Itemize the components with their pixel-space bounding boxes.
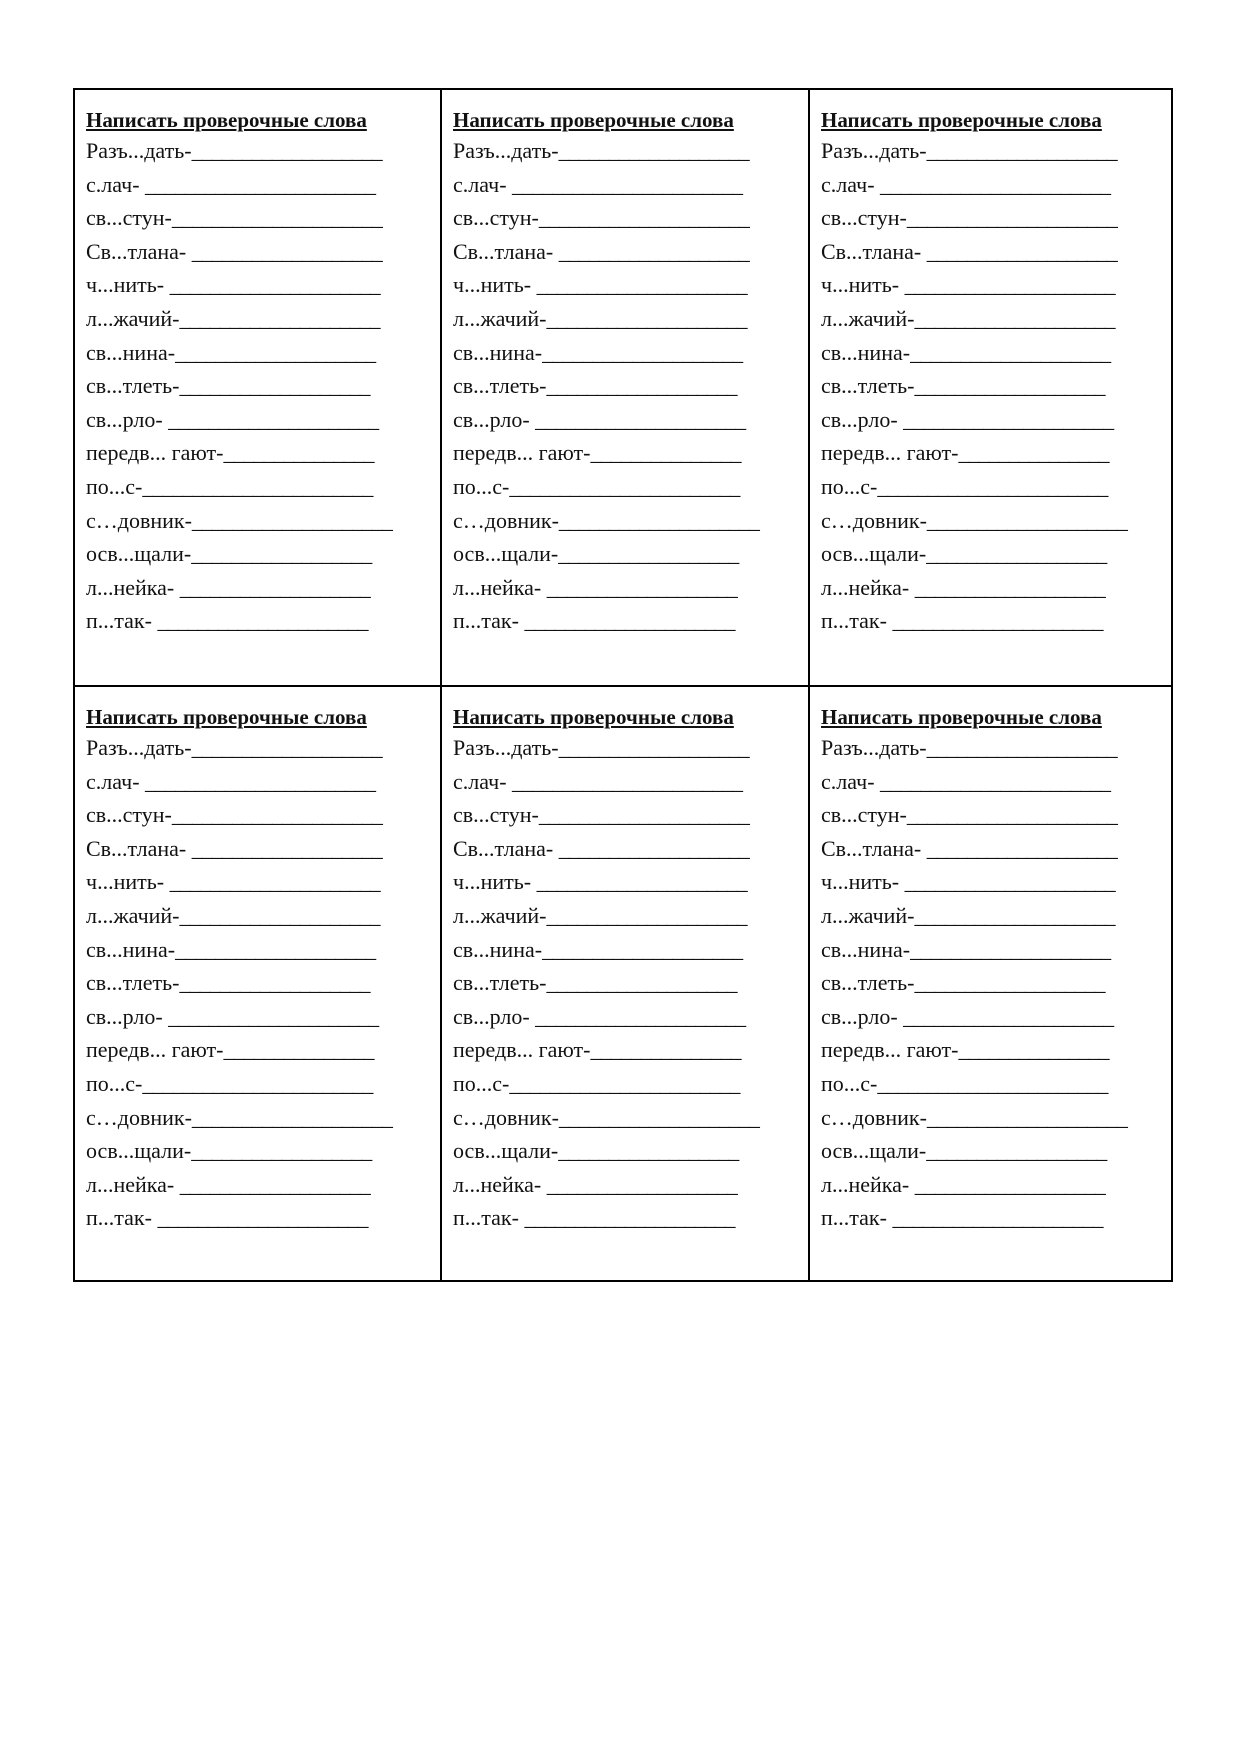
- answer-blank: ___________________: [546, 1171, 737, 1197]
- exercise-row: [821, 798, 1171, 832]
- exercise-row: [453, 1067, 808, 1101]
- exercise-word: по...с-: [453, 1070, 510, 1096]
- exercise-word: л...жачий-: [453, 305, 547, 331]
- answer-blank: _______________________: [509, 1070, 740, 1096]
- exercise-row: [86, 604, 440, 638]
- exercise-word: л...нейка-: [453, 574, 547, 600]
- exercise-row: [86, 966, 440, 1000]
- exercise-word: с…довник-: [453, 507, 559, 533]
- exercise-word: по...с-: [821, 473, 878, 499]
- answer-blank: _____________________: [906, 205, 1117, 231]
- exercise-word: л...жачий-: [86, 902, 180, 928]
- exercise-word: св...тлеть-: [86, 373, 180, 399]
- exercise-word: п...так-: [86, 1205, 158, 1231]
- answer-blank: __________________: [926, 541, 1107, 567]
- answer-blank: ___________________: [914, 970, 1105, 996]
- exercise-word: передв... гают-: [86, 1037, 224, 1063]
- exercise-row: [453, 966, 808, 1000]
- answer-blank: _____________________: [168, 406, 379, 432]
- answer-blank: _____________________: [168, 1003, 379, 1029]
- answer-blank: ____________________: [914, 305, 1115, 331]
- exercise-word: св...нина-: [86, 339, 176, 365]
- exercise-row: [86, 1134, 440, 1168]
- answer-blank: ____________________: [191, 507, 392, 533]
- exercise-word: св...нина-: [821, 936, 911, 962]
- answer-blank: _____________________: [904, 272, 1115, 298]
- exercise-row: [453, 168, 808, 202]
- exercise-row: [86, 336, 440, 370]
- answer-blank: ___________________: [926, 835, 1117, 861]
- answer-blank: _____________________: [535, 406, 746, 432]
- exercise-row: [821, 1168, 1171, 1202]
- exercise-row: [86, 1033, 440, 1067]
- exercise-word: ч...нить-: [86, 272, 170, 298]
- answer-blank: _____________________: [903, 406, 1114, 432]
- exercise-word: осв...щали-: [86, 1138, 192, 1164]
- exercise-word: св...тлеть-: [453, 970, 547, 996]
- exercise-word: осв...щали-: [821, 1138, 927, 1164]
- worksheet-card: [810, 90, 1171, 687]
- exercise-word: св...рло-: [86, 406, 169, 432]
- exercise-row: [453, 436, 808, 470]
- exercise-row: [821, 899, 1171, 933]
- answer-blank: _______________________: [877, 1070, 1108, 1096]
- exercise-row: [821, 537, 1171, 571]
- exercise-word: Св...тлана-: [86, 238, 192, 264]
- card-title: Написать проверочные слова: [453, 108, 734, 132]
- answer-blank: ____________________: [558, 1104, 759, 1130]
- exercise-row: [453, 832, 808, 866]
- exercise-word: осв...щали-: [821, 541, 927, 567]
- answer-blank: _____________________: [892, 1205, 1103, 1231]
- exercise-row: [821, 470, 1171, 504]
- answer-blank: ___________________: [914, 373, 1105, 399]
- exercise-row: [453, 1201, 808, 1235]
- exercise-row: [453, 765, 808, 799]
- exercise-word: св...стун-: [86, 802, 172, 828]
- exercise-word: Св...тлана-: [453, 238, 559, 264]
- answer-blank: _____________________: [536, 869, 747, 895]
- exercise-word: осв...щали-: [86, 541, 192, 567]
- exercise-word: св...стун-: [821, 205, 907, 231]
- exercise-row: [86, 899, 440, 933]
- exercise-row: [453, 470, 808, 504]
- exercise-row: [821, 235, 1171, 269]
- exercise-row: [821, 369, 1171, 403]
- exercise-word: с.лач-: [86, 171, 146, 197]
- exercise-word: п...так-: [821, 1205, 893, 1231]
- answer-blank: _____________________: [157, 608, 368, 634]
- exercise-row: [453, 1134, 808, 1168]
- exercise-row: [821, 1201, 1171, 1235]
- answer-blank: __________________: [926, 1138, 1107, 1164]
- exercise-word: с.лач-: [453, 171, 513, 197]
- answer-blank: ____________________: [542, 936, 743, 962]
- answer-blank: ___________________: [558, 238, 749, 264]
- exercise-row: [453, 201, 808, 235]
- exercise-word: Разъ...дать-: [821, 138, 927, 163]
- answer-blank: ___________________: [191, 735, 382, 760]
- exercise-word: Св...тлана-: [821, 835, 927, 861]
- answer-blank: _______________________: [509, 473, 740, 499]
- exercise-word: Разъ...дать-: [453, 138, 559, 163]
- answer-blank: _______________: [958, 1037, 1109, 1063]
- exercise-word: п...так-: [453, 608, 525, 634]
- exercise-word: по...с-: [86, 473, 143, 499]
- exercise-row: [821, 865, 1171, 899]
- answer-blank: ___________________: [558, 835, 749, 861]
- exercise-word: л...жачий-: [821, 902, 915, 928]
- answer-blank: _____________________: [538, 205, 749, 231]
- exercise-row: [86, 933, 440, 967]
- exercise-row: [453, 933, 808, 967]
- exercise-row: [453, 235, 808, 269]
- exercise-row: [86, 537, 440, 571]
- exercise-word: л...жачий-: [821, 305, 915, 331]
- exercise-row: [86, 765, 440, 799]
- answer-blank: _______________________: [145, 768, 376, 794]
- worksheet-card: [75, 687, 442, 1280]
- answer-blank: _______________: [223, 1037, 374, 1063]
- exercise-word: п...так-: [453, 1205, 525, 1231]
- exercise-word: по...с-: [453, 473, 510, 499]
- answer-blank: _____________________: [536, 272, 747, 298]
- exercise-row: [821, 302, 1171, 336]
- exercise-row: [821, 1067, 1171, 1101]
- exercise-row: [86, 798, 440, 832]
- exercise-word: св...рло-: [86, 1003, 169, 1029]
- answer-blank: _______________________: [880, 171, 1111, 197]
- answer-blank: ____________________: [910, 936, 1111, 962]
- worksheet-card: [442, 687, 810, 1280]
- exercise-row: [821, 201, 1171, 235]
- exercise-row: [453, 1033, 808, 1067]
- exercise-word: л...нейка-: [86, 574, 180, 600]
- exercise-row: [86, 268, 440, 302]
- answer-blank: __________________: [558, 541, 739, 567]
- exercise-row: [821, 504, 1171, 538]
- exercise-row: [453, 1168, 808, 1202]
- exercise-word: с.лач-: [86, 768, 146, 794]
- exercise-word: по...с-: [821, 1070, 878, 1096]
- answer-blank: ____________________: [910, 339, 1111, 365]
- exercise-word: л...нейка-: [453, 1171, 547, 1197]
- card-title: Написать проверочные слова: [453, 705, 734, 729]
- exercise-row: [86, 470, 440, 504]
- exercise-word: с…довник-: [86, 507, 192, 533]
- answer-blank: ____________________: [546, 902, 747, 928]
- exercise-row: [86, 1067, 440, 1101]
- answer-blank: ____________________: [914, 902, 1115, 928]
- answer-blank: ___________________: [179, 574, 370, 600]
- exercise-word: св...стун-: [86, 205, 172, 231]
- answer-blank: _______________: [223, 440, 374, 466]
- exercise-word: передв... гают-: [821, 1037, 959, 1063]
- exercise-word: св...тлеть-: [453, 373, 547, 399]
- answer-blank: _______________: [958, 440, 1109, 466]
- exercise-word: св...стун-: [453, 802, 539, 828]
- answer-blank: _____________________: [535, 1003, 746, 1029]
- exercise-row: [453, 865, 808, 899]
- exercise-row: [86, 1168, 440, 1202]
- answer-blank: ___________________: [191, 238, 382, 264]
- exercise-row: [86, 302, 440, 336]
- exercise-word: передв... гают-: [453, 1037, 591, 1063]
- exercise-word: св...рло-: [453, 1003, 536, 1029]
- answer-blank: ____________________: [542, 339, 743, 365]
- answer-blank: ___________________: [191, 138, 382, 163]
- exercise-word: передв... гают-: [453, 440, 591, 466]
- exercise-word: осв...щали-: [453, 541, 559, 567]
- exercise-word: ч...нить-: [821, 869, 905, 895]
- exercise-row: [453, 537, 808, 571]
- exercise-word: св...нина-: [86, 936, 176, 962]
- answer-blank: ____________________: [175, 936, 376, 962]
- answer-blank: _____________________: [524, 608, 735, 634]
- answer-blank: ____________________: [179, 902, 380, 928]
- exercise-word: п...так-: [821, 608, 893, 634]
- answer-blank: _______________________: [142, 1070, 373, 1096]
- worksheet-card: [810, 687, 1171, 1280]
- exercise-row: [821, 731, 1171, 765]
- exercise-word: св...нина-: [453, 936, 543, 962]
- exercise-word: св...тлеть-: [821, 970, 915, 996]
- exercise-row: [821, 933, 1171, 967]
- worksheet-table: [73, 88, 1173, 1282]
- exercise-word: по...с-: [86, 1070, 143, 1096]
- answer-blank: __________________: [191, 541, 372, 567]
- exercise-row: [86, 403, 440, 437]
- exercise-word: Св...тлана-: [86, 835, 192, 861]
- answer-blank: _______________________: [880, 768, 1111, 794]
- exercise-word: св...нина-: [453, 339, 543, 365]
- exercise-row: [453, 798, 808, 832]
- exercise-row: [821, 134, 1171, 168]
- answer-blank: ____________________: [926, 507, 1127, 533]
- exercise-row: [86, 832, 440, 866]
- exercise-word: св...тлеть-: [86, 970, 180, 996]
- exercise-row: [453, 899, 808, 933]
- exercise-row: [821, 336, 1171, 370]
- answer-blank: ____________________: [179, 305, 380, 331]
- answer-blank: _____________________: [169, 272, 380, 298]
- exercise-word: с.лач-: [821, 171, 881, 197]
- answer-blank: _______________________: [512, 171, 743, 197]
- exercise-word: св...рло-: [821, 406, 904, 432]
- answer-blank: _______________: [590, 1037, 741, 1063]
- answer-blank: ___________________: [926, 238, 1117, 264]
- answer-blank: ___________________: [546, 970, 737, 996]
- exercise-row: [821, 1134, 1171, 1168]
- exercise-word: Разъ...дать-: [86, 138, 192, 163]
- exercise-word: св...нина-: [821, 339, 911, 365]
- answer-blank: ___________________: [546, 373, 737, 399]
- exercise-row: [453, 302, 808, 336]
- answer-blank: _____________________: [904, 869, 1115, 895]
- exercise-word: с.лач-: [821, 768, 881, 794]
- answer-blank: ____________________: [191, 1104, 392, 1130]
- exercise-word: л...нейка-: [821, 574, 915, 600]
- exercise-word: л...жачий-: [453, 902, 547, 928]
- exercise-word: св...рло-: [821, 1003, 904, 1029]
- exercise-word: л...жачий-: [86, 305, 180, 331]
- answer-blank: ___________________: [558, 735, 749, 760]
- exercise-word: св...стун-: [821, 802, 907, 828]
- answer-blank: ____________________: [546, 305, 747, 331]
- exercise-row: [821, 168, 1171, 202]
- answer-blank: ___________________: [546, 574, 737, 600]
- answer-blank: _____________________: [524, 1205, 735, 1231]
- exercise-row: [453, 403, 808, 437]
- exercise-row: [86, 1101, 440, 1135]
- exercise-word: Разъ...дать-: [86, 735, 192, 760]
- exercise-row: [453, 336, 808, 370]
- answer-blank: __________________: [191, 1138, 372, 1164]
- answer-blank: ___________________: [179, 373, 370, 399]
- exercise-row: [821, 571, 1171, 605]
- exercise-row: [821, 403, 1171, 437]
- exercise-row: [821, 1000, 1171, 1034]
- exercise-row: [453, 604, 808, 638]
- answer-blank: ____________________: [926, 1104, 1127, 1130]
- card-title: Написать проверочные слова: [86, 108, 367, 132]
- answer-blank: ___________________: [914, 574, 1105, 600]
- answer-blank: _____________________: [169, 869, 380, 895]
- answer-blank: _____________________: [157, 1205, 368, 1231]
- exercise-row: [453, 1101, 808, 1135]
- answer-blank: ___________________: [914, 1171, 1105, 1197]
- answer-blank: _____________________: [892, 608, 1103, 634]
- answer-blank: _____________________: [171, 802, 382, 828]
- answer-blank: _____________________: [906, 802, 1117, 828]
- card-title: Написать проверочные слова: [821, 108, 1102, 132]
- exercise-row: [453, 1000, 808, 1034]
- exercise-word: с…довник-: [821, 507, 927, 533]
- answer-blank: ___________________: [926, 138, 1117, 163]
- exercise-row: [453, 731, 808, 765]
- answer-blank: ___________________: [179, 970, 370, 996]
- exercise-row: [453, 134, 808, 168]
- exercise-row: [86, 369, 440, 403]
- exercise-word: св...рло-: [453, 406, 536, 432]
- exercise-row: [86, 504, 440, 538]
- exercise-word: ч...нить-: [453, 272, 537, 298]
- answer-blank: _______________: [590, 440, 741, 466]
- exercise-word: Св...тлана-: [821, 238, 927, 264]
- answer-blank: _____________________: [903, 1003, 1114, 1029]
- answer-blank: _____________________: [171, 205, 382, 231]
- exercise-word: ч...нить-: [821, 272, 905, 298]
- answer-blank: _______________________: [142, 473, 373, 499]
- exercise-word: передв... гают-: [86, 440, 224, 466]
- exercise-row: [86, 571, 440, 605]
- answer-blank: _______________________: [512, 768, 743, 794]
- exercise-row: [453, 504, 808, 538]
- exercise-row: [821, 604, 1171, 638]
- exercise-row: [86, 134, 440, 168]
- exercise-word: п...так-: [86, 608, 158, 634]
- exercise-word: передв... гают-: [821, 440, 959, 466]
- answer-blank: _______________________: [877, 473, 1108, 499]
- exercise-word: Разъ...дать-: [821, 735, 927, 760]
- exercise-word: с…довник-: [86, 1104, 192, 1130]
- exercise-word: л...нейка-: [821, 1171, 915, 1197]
- exercise-row: [86, 865, 440, 899]
- exercise-row: [86, 168, 440, 202]
- answer-blank: __________________: [558, 1138, 739, 1164]
- exercise-row: [821, 1033, 1171, 1067]
- exercise-word: ч...нить-: [86, 869, 170, 895]
- answer-blank: _____________________: [538, 802, 749, 828]
- answer-blank: ____________________: [175, 339, 376, 365]
- exercise-row: [821, 1101, 1171, 1135]
- answer-blank: _______________________: [145, 171, 376, 197]
- exercise-row: [821, 268, 1171, 302]
- exercise-word: ч...нить-: [453, 869, 537, 895]
- answer-blank: ___________________: [926, 735, 1117, 760]
- exercise-row: [821, 765, 1171, 799]
- exercise-word: с.лач-: [453, 768, 513, 794]
- answer-blank: ___________________: [179, 1171, 370, 1197]
- exercise-word: осв...щали-: [453, 1138, 559, 1164]
- exercise-row: [86, 731, 440, 765]
- answer-blank: ___________________: [191, 835, 382, 861]
- exercise-row: [453, 369, 808, 403]
- card-title: Написать проверочные слова: [86, 705, 367, 729]
- exercise-row: [86, 1201, 440, 1235]
- worksheet-card: [442, 90, 810, 687]
- exercise-row: [453, 571, 808, 605]
- exercise-word: св...стун-: [453, 205, 539, 231]
- exercise-row: [86, 235, 440, 269]
- exercise-row: [86, 1000, 440, 1034]
- answer-blank: ____________________: [558, 507, 759, 533]
- exercise-row: [86, 436, 440, 470]
- exercise-word: св...тлеть-: [821, 373, 915, 399]
- exercise-row: [821, 436, 1171, 470]
- exercise-row: [453, 268, 808, 302]
- worksheet-card: [75, 90, 442, 687]
- exercise-row: [821, 966, 1171, 1000]
- exercise-word: с…довник-: [453, 1104, 559, 1130]
- exercise-row: [86, 201, 440, 235]
- exercise-word: л...нейка-: [86, 1171, 180, 1197]
- exercise-word: Разъ...дать-: [453, 735, 559, 760]
- card-title: Написать проверочные слова: [821, 705, 1102, 729]
- answer-blank: ___________________: [558, 138, 749, 163]
- exercise-word: Св...тлана-: [453, 835, 559, 861]
- exercise-word: с…довник-: [821, 1104, 927, 1130]
- exercise-row: [821, 832, 1171, 866]
